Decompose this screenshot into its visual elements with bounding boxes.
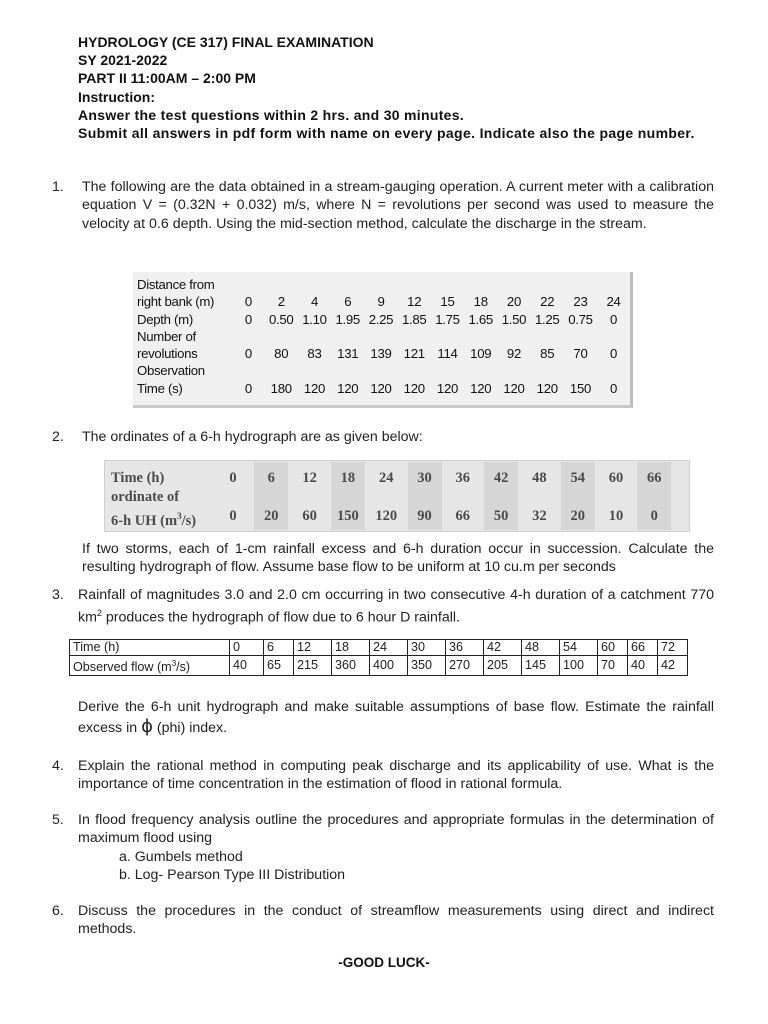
table-cell: 24 — [606, 294, 621, 310]
table-cell: 54 — [560, 640, 598, 656]
table-cell: 18 — [332, 640, 370, 656]
table-cell: 0 — [244, 346, 252, 362]
question-number: 1. — [52, 179, 64, 195]
question-3-followup-a: Derive the 6-h unit hydrograph and make suitable assumptions of base flow. Estimate the rainfall excess in — [78, 699, 714, 736]
table-cell: 70 — [598, 656, 628, 676]
table-cell: 2 — [277, 294, 285, 310]
uh-time-cell: 66 — [647, 470, 662, 486]
empty-cell — [232, 276, 264, 293]
question-3-followup-text — [78, 697, 714, 738]
row-label-text: Observed flow (m — [73, 660, 172, 675]
uh-ordinate-label-2 — [111, 507, 196, 531]
question-3-followup — [78, 697, 714, 738]
question-6 — [52, 902, 714, 939]
question-5 — [52, 811, 714, 884]
question-text: Explain the rational method in computing peak discharge and its applicability of use. What is the importance of time concentration in the estimation of flood in rational formula. — [78, 758, 714, 793]
empty-cell — [265, 276, 298, 293]
table-cell: 145 — [522, 656, 560, 676]
table-row — [136, 345, 630, 362]
row-label: Distance from — [137, 277, 215, 292]
empty-cell — [364, 276, 397, 293]
stream-gauging-grid — [136, 276, 630, 397]
empty-cell — [564, 276, 597, 293]
empty-cell — [531, 362, 564, 379]
empty-cell — [364, 328, 397, 345]
empty-cell — [265, 362, 298, 379]
empty-cell — [431, 276, 464, 293]
row-label: Time (s) — [137, 380, 183, 396]
row-label-text: Time (h) — [73, 640, 120, 654]
question-2-followup-text: If two storms, each of 1-cm rainfall excess and 6-h duration occur in succession. Calculate the resulting hydrograph of flow. Assume base flow to be uniform at 10 cu.m per seconds — [82, 541, 714, 576]
table-cell: 40 — [230, 656, 264, 676]
table-cell: 0 — [610, 311, 618, 327]
instruction-label: Instruction: — [78, 88, 155, 105]
question-5-sub-b: b. Log- Pearson Type III Distribution — [119, 866, 346, 883]
table-cell: 6 — [344, 294, 352, 310]
empty-cell — [464, 276, 497, 293]
table-cell: 92 — [506, 346, 521, 362]
empty-cell — [265, 328, 298, 345]
empty-cell — [298, 328, 331, 345]
empty-cell — [564, 362, 597, 379]
uh-ordinate-cell: 0 — [650, 508, 658, 524]
question-text — [78, 586, 714, 627]
table-cell: 1.25 — [534, 311, 560, 327]
empty-cell — [398, 328, 431, 345]
uh-ordinate-cell: 50 — [493, 508, 509, 524]
row-label: right bank (m) — [137, 294, 215, 310]
question-text-a: Rainfall of magnitudes 3.0 and 2.0 cm occurring in two consecutive 4-h duration of a catchment 770 km — [78, 587, 714, 627]
table-cell: 1.65 — [468, 311, 493, 327]
table-cell: 1.10 — [302, 311, 327, 327]
exam-part-time: PART II 11:00AM – 2:00 PM — [78, 70, 256, 87]
table-row — [136, 362, 630, 379]
empty-cell — [597, 362, 630, 379]
uh-ordinate-cell: 0 — [229, 508, 237, 524]
table-cell: 114 — [437, 346, 458, 362]
table-cell: 30 — [408, 640, 446, 656]
table-row — [136, 293, 630, 310]
table-cell: 215 — [294, 656, 332, 676]
uh-ordinate-label-2a: 6-h UH (m — [111, 512, 178, 529]
uh-ordinate-cell: 60 — [302, 508, 317, 524]
question-text: In flood frequency analysis outline the procedures and appropriate formulas in the determination of maximum flood using — [78, 812, 714, 847]
table-cell: 4 — [310, 294, 318, 310]
school-year: SY 2021-2022 — [78, 52, 168, 69]
table-cell: 150 — [569, 380, 592, 396]
table-cell: 22 — [540, 294, 555, 310]
table-cell: 65 — [264, 656, 294, 676]
table-cell: 0 — [610, 380, 618, 396]
table-cell: 100 — [560, 656, 598, 676]
row-label: Number of — [137, 328, 196, 344]
question-3 — [52, 586, 714, 627]
uh-time-cell: 42 — [493, 470, 509, 486]
question-text-b: produces the hydrograph of flow due to 6 hour D rainfall. — [101, 610, 460, 627]
table-cell: 60 — [598, 640, 628, 656]
table-cell: 1.85 — [401, 311, 427, 327]
empty-cell — [232, 362, 264, 379]
uh-ordinate-cell: 32 — [532, 508, 547, 524]
uh-time-cell: 36 — [455, 470, 471, 486]
question-number: 3. — [52, 587, 64, 603]
table-cell: 0 — [610, 346, 618, 362]
uh-time-cell: 24 — [378, 470, 394, 486]
table-cell: 205 — [484, 656, 522, 676]
question-3-followup-b: (phi) index. — [152, 720, 228, 736]
table-row — [136, 311, 630, 328]
empty-cell — [331, 276, 364, 293]
empty-cell — [564, 328, 597, 345]
question-number: 5. — [52, 812, 64, 828]
table-cell: 85 — [540, 346, 555, 362]
empty-cell — [464, 328, 497, 345]
empty-cell — [497, 362, 530, 379]
table-cell: 6 — [264, 640, 294, 656]
table-cell: 0.50 — [268, 311, 294, 327]
table-cell: 9 — [377, 294, 385, 310]
table-cell: 400 — [370, 656, 408, 676]
table-cell: 0 — [244, 380, 252, 396]
question-number: 6. — [52, 903, 64, 919]
table-cell: 360 — [332, 656, 370, 676]
exam-header — [78, 33, 714, 142]
table-cell: 80 — [274, 346, 289, 362]
question-4 — [52, 757, 714, 794]
table-row — [70, 656, 688, 676]
table-cell: 350 — [408, 656, 446, 676]
table-cell: 24 — [370, 640, 408, 656]
empty-cell — [232, 328, 264, 345]
question-2-followup — [82, 540, 714, 577]
table-cell: 42 — [658, 656, 688, 676]
table-cell: 15 — [440, 294, 455, 310]
uh-ordinate-label-1: ordinate of — [111, 489, 180, 505]
table-cell: 36 — [446, 640, 484, 656]
table-cell: 1.95 — [335, 311, 360, 327]
question-number: 2. — [52, 429, 64, 445]
table-cell: 72 — [658, 640, 688, 656]
table-cell: 120 — [503, 380, 525, 396]
uh-ordinate-cell: 150 — [337, 508, 359, 524]
unit-hydrograph-table — [104, 460, 690, 532]
km-squared-sup: 2 — [96, 608, 102, 619]
table-cell: 23 — [573, 294, 588, 310]
question-text: The ordinates of a 6-h hydrograph are as given below: — [82, 429, 423, 445]
table-cell: 2.25 — [368, 311, 394, 327]
table-cell: 120 — [370, 380, 392, 396]
table-cell: 120 — [337, 380, 359, 396]
uh-time-cell: 48 — [532, 470, 547, 486]
table-cell: 120 — [536, 380, 558, 396]
table-cell: 66 — [628, 640, 658, 656]
instruction-2: Submit all answers in pdf form with name on every page. Indicate also the page number. — [78, 125, 695, 142]
uh-ordinate-cell: 66 — [455, 508, 471, 524]
table-cell: 48 — [522, 640, 560, 656]
stream-gauging-table — [133, 272, 633, 408]
question-2 — [52, 428, 714, 446]
table-cell: 131 — [337, 346, 359, 362]
uh-ordinate-cell: 10 — [608, 508, 624, 524]
table-cell: 42 — [484, 640, 522, 656]
table-cell: 120 — [303, 380, 326, 396]
empty-cell — [497, 328, 530, 345]
question-text: Discuss the procedures in the conduct of streamflow measurements using direct and indirect methods. — [78, 903, 714, 938]
empty-cell — [298, 362, 331, 379]
table-cell: 70 — [573, 346, 588, 362]
table-row — [70, 640, 688, 656]
instruction-1: Answer the test questions within 2 hrs. and 30 minutes. — [78, 106, 465, 123]
uh-table-labels — [111, 469, 196, 531]
table-row — [136, 328, 630, 345]
table-cell: 0 — [244, 294, 252, 310]
table-cell: 109 — [470, 346, 492, 362]
row-label-text: /s) — [176, 660, 191, 675]
table-cell: 0 — [244, 311, 252, 327]
row-label: Observation — [137, 363, 205, 379]
phi-symbol: ɸ — [141, 716, 153, 737]
uh-time-cell: 6 — [267, 470, 275, 486]
unit-sup: 3 — [171, 659, 177, 668]
table-cell: 83 — [307, 346, 322, 362]
empty-cell — [431, 328, 464, 345]
question-5-sub-a: a. Gumbels method — [119, 848, 243, 865]
uh-ordinate-label-2b: /s) — [181, 512, 197, 529]
empty-cell — [464, 362, 497, 379]
table-cell: 1.75 — [435, 311, 460, 327]
empty-cell — [364, 362, 397, 379]
table-cell: 139 — [370, 346, 392, 362]
empty-cell — [497, 276, 530, 293]
table-cell: 18 — [473, 294, 488, 310]
table-cell: 20 — [506, 294, 521, 310]
empty-cell — [331, 362, 364, 379]
empty-cell — [298, 276, 331, 293]
empty-cell — [398, 276, 431, 293]
row-label: Depth (m) — [137, 311, 193, 327]
table-cell: 12 — [407, 294, 422, 310]
question-1 — [52, 178, 714, 233]
question-text: The following are the data obtained in a stream-gauging operation. A current meter with a calibration equation V = (0.32N + 0.032) m/s, where N = revolutions per second was used to measure the velocity at 0.6 depth. Using the mid-section method, calculate the discharge in the stream. — [82, 179, 714, 232]
row-label — [70, 656, 230, 676]
uh-time-cell: 18 — [340, 470, 356, 486]
uh-ordinate-cell: 90 — [417, 508, 432, 524]
uh-time-cell: 12 — [302, 470, 317, 486]
empty-cell — [431, 362, 464, 379]
empty-cell — [597, 328, 630, 345]
question-number: 4. — [52, 758, 64, 774]
empty-cell — [531, 276, 564, 293]
uh-ordinate-cell: 120 — [375, 508, 398, 524]
table-cell: 0 — [230, 640, 264, 656]
table-cell: 121 — [403, 346, 425, 362]
empty-cell — [597, 276, 630, 293]
table-cell: 120 — [403, 380, 425, 396]
table-row — [136, 380, 630, 397]
table-cell: 180 — [270, 380, 292, 396]
uh-ordinate-sup: 3 — [177, 511, 182, 521]
empty-cell — [331, 328, 364, 345]
uh-time-cell: 0 — [229, 470, 237, 486]
row-label: revolutions — [137, 346, 198, 362]
course-title: HYDROLOGY (CE 317) FINAL EXAMINATION — [78, 34, 374, 50]
table-cell: 40 — [628, 656, 658, 676]
uh-time-cell: 54 — [570, 470, 585, 486]
table-cell: 120 — [436, 380, 459, 396]
table-row — [136, 276, 630, 293]
uh-ordinate-cell: 20 — [264, 508, 279, 524]
empty-cell — [398, 362, 431, 379]
table-cell: 1.50 — [501, 311, 527, 327]
row-label — [70, 640, 230, 656]
table-cell: 0.75 — [568, 311, 593, 327]
uh-time-cell: 60 — [608, 470, 624, 486]
uh-time-label: Time (h) — [111, 470, 165, 486]
table-cell: 12 — [294, 640, 332, 656]
table-cell: 120 — [470, 380, 492, 396]
observed-flow-table — [69, 639, 688, 676]
table-cell: 270 — [446, 656, 484, 676]
uh-ordinate-cell: 20 — [570, 508, 585, 524]
uh-time-cell: 30 — [417, 470, 432, 486]
empty-cell — [531, 328, 564, 345]
good-luck-footer: -GOOD LUCK- — [338, 955, 430, 970]
